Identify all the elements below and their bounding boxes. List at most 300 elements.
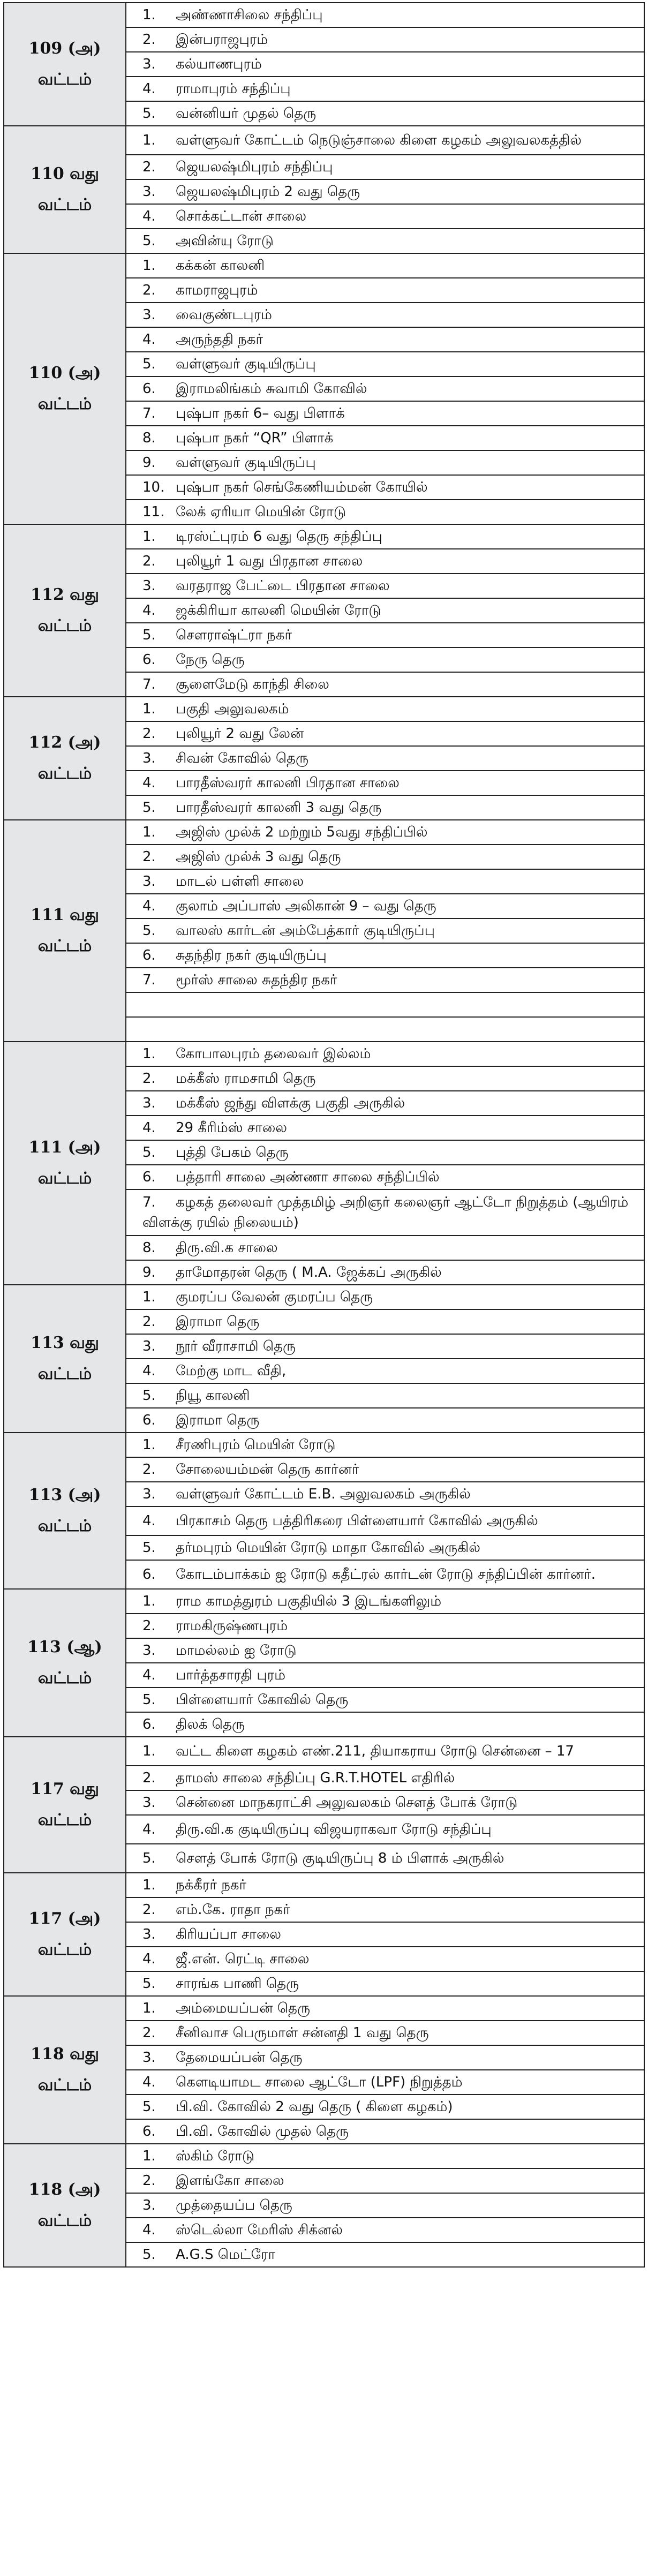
location-name: வட்ட கிளை கழகம் எண்.211, தியாகராய ரோடு சென்னை – 17 (176, 1743, 574, 1759)
item-number: 8. (142, 430, 156, 446)
location-item (126, 574, 644, 598)
ward-label-cell (4, 1285, 126, 1433)
item-number: 3. (142, 873, 156, 890)
item-number: 4. (142, 208, 156, 224)
location-item (126, 2242, 644, 2267)
location-name: வைகுண்டபுரம் (176, 307, 272, 323)
location-item (126, 795, 644, 820)
location-name: இராமா தெரு (176, 1412, 260, 1428)
item-number: 5. (142, 1692, 156, 1708)
location-name: 29 கீரிம்ஸ் சாலை (176, 1120, 287, 1136)
item-number: 6. (142, 1566, 156, 1583)
ward-label-cell (4, 820, 126, 1042)
item-number: 4. (142, 1951, 156, 1967)
item-number: 1. (142, 1877, 156, 1893)
location-name: கோடம்பாக்கம் ஐ ரோடு கதீட்ரல் கார்டன் ரோடு சந்திப்பின் கார்னர். (176, 1566, 596, 1583)
item-number: 3. (142, 2050, 156, 2066)
item-number: 5. (142, 1976, 156, 1992)
item-number: 2. (142, 1314, 156, 1330)
item-number: 6. (142, 1716, 156, 1733)
item-number: 2. (142, 553, 156, 569)
location-item (126, 869, 644, 894)
location-item (126, 500, 644, 524)
location-item (126, 1189, 644, 1236)
item-number: 5. (142, 627, 156, 643)
location-item (126, 1507, 644, 1535)
location-name: வள்ளுவர் கோட்டம் E.B. அலுவலகம் அருகில் (176, 1486, 471, 1502)
item-number: 2. (142, 159, 156, 175)
location-item (126, 1482, 644, 1507)
location-name: சூளைமேடு காந்தி சிலை (176, 676, 329, 692)
item-number: 4. (142, 2222, 156, 2238)
location-name: சீரணிபுரம் மெயின் ரோடு (176, 1437, 336, 1453)
location-name: பாரதீஸ்வரர் காலனி பிரதான சாலை (176, 775, 400, 791)
ward-label-cell (4, 1996, 126, 2144)
ward-suffix: வட்டம் (37, 1940, 92, 1959)
location-item (126, 2070, 644, 2095)
item-number: 5. (142, 356, 156, 372)
location-item (126, 2119, 644, 2144)
location-name: புஷ்பா நகர் 6– வது பிளாக் (176, 405, 345, 421)
ward-label-cell (4, 3, 126, 126)
ward-number: 110 (அ) (28, 364, 101, 382)
table-row (4, 1737, 644, 1766)
location-item (126, 126, 644, 155)
ward-number: 113 (ஆ) (27, 1638, 102, 1656)
location-name: சௌத் போக் ரோடு குடியிருப்பு 8 ம் பிளாக் அருகில் (176, 1850, 504, 1866)
item-number: 7. (142, 972, 156, 988)
location-name: மக்கீஸ் ராமசாமி தெரு (176, 1071, 316, 1087)
location-name: முத்தையப்ப தெரு (176, 2197, 292, 2213)
ward-label-cell (4, 1589, 126, 1737)
location-item (126, 1737, 644, 1766)
location-name: வாலஸ் கார்டன் அம்பேத்கார் குடியிருப்பு (176, 923, 435, 939)
ward-suffix: வட்டம் (37, 1669, 92, 1688)
location-item (126, 179, 644, 204)
location-item (126, 204, 644, 229)
location-item (126, 1873, 644, 1897)
item-number: 6. (142, 381, 156, 397)
location-item (126, 1996, 644, 2021)
location-item (126, 647, 644, 672)
table-row (4, 1996, 644, 2021)
item-number: 3. (142, 1338, 156, 1354)
item-number: 10. (142, 479, 165, 495)
ward-label-cell (4, 1737, 126, 1873)
ward-suffix: வட்டம் (37, 1365, 92, 1383)
location-name: அம்மையப்பன் தெரு (176, 2000, 311, 2016)
location-name: கிரியப்பா சாலை (176, 1926, 282, 1942)
ward-label-cell (4, 1042, 126, 1285)
ward-suffix: வட்டம் (37, 1169, 92, 1188)
table-row (4, 126, 644, 155)
location-item (126, 1535, 644, 1560)
location-item (126, 2045, 644, 2070)
location-item (126, 278, 644, 303)
location-name: கல்யாணபுரம் (176, 56, 262, 72)
item-number: 4. (142, 81, 156, 97)
location-name: A.G.S மெட்ரோ (176, 2247, 276, 2263)
location-item (126, 2218, 644, 2242)
location-item (126, 1260, 644, 1285)
location-item (126, 598, 644, 623)
table-row (4, 3, 644, 27)
location-name: வன்னியர் முதல் தெரு (176, 106, 317, 122)
ward-label-cell (4, 697, 126, 820)
location-name: மாமல்லம் ஐ ரோடு (176, 1643, 297, 1659)
ward-label-cell (4, 253, 126, 524)
item-number: 2. (142, 1902, 156, 1918)
location-item (126, 376, 644, 401)
item-number: 6. (142, 1412, 156, 1428)
location-name: திரு.வி.க சாலை (176, 1240, 278, 1256)
empty-cell (126, 1017, 644, 1042)
item-number: 1. (142, 2148, 156, 2164)
location-item (126, 1042, 644, 1066)
table-row (4, 1285, 644, 1309)
location-name: சிவன் கோவில் தெரு (176, 750, 309, 766)
item-number: 3. (142, 1926, 156, 1942)
location-item (126, 27, 644, 52)
location-name: புஷ்பா நகர் “QR” பிளாக் (176, 430, 334, 446)
location-name: மேற்கு மாட வீதி, (176, 1363, 287, 1379)
location-name: அஜிஸ் முல்க் 2 மற்றும் 5வது சந்திப்பில் (176, 824, 428, 840)
location-item (126, 746, 644, 771)
location-name: ஸ்டெல்லா மேரிஸ் சிக்னல் (176, 2222, 343, 2238)
item-number: 1. (142, 824, 156, 840)
item-number: 4. (142, 1821, 156, 1837)
ward-number: 112 (அ) (28, 733, 101, 752)
item-number: 5. (142, 2099, 156, 2115)
location-item (126, 820, 644, 845)
item-number: 3. (142, 1795, 156, 1811)
location-item (126, 1091, 644, 1116)
item-number: 3. (142, 184, 156, 200)
ward-number: 118 வது (31, 2045, 99, 2063)
item-number: 1. (142, 7, 156, 23)
ward-number: 111 வது (31, 906, 99, 924)
location-item (126, 253, 644, 278)
location-name: குலாம் அப்பாஸ் அலிகான் 9 – வது தெரு (176, 898, 436, 914)
location-name: ராமாபுரம் சந்திப்பு (176, 81, 291, 97)
item-number: 9. (142, 455, 156, 471)
location-name: பிள்ளையார் கோவில் தெரு (176, 1692, 349, 1708)
location-name: வள்ளுவர் குடியிருப்பு (176, 455, 316, 471)
ward-suffix: வட்டம் (37, 2211, 92, 2230)
location-item (126, 101, 644, 126)
location-item (126, 2095, 644, 2119)
location-name: ராமகிருஷ்ணபுரம் (176, 1618, 288, 1634)
location-item (126, 1589, 644, 1614)
location-name: இராமலிங்கம் சுவாமி கோவில் (176, 381, 367, 397)
location-name: நேரு தெரு (176, 652, 245, 668)
location-item (126, 1790, 644, 1815)
location-name: பார்த்தசாரதி புரம் (176, 1667, 286, 1683)
location-name: நக்கீரர் நகர் (176, 1877, 247, 1893)
location-name: காமராஜபுரம் (176, 282, 258, 298)
location-item (126, 918, 644, 943)
location-name: லேக் ஏரியா மெயின் ரோடு (176, 504, 346, 520)
location-name: பி.வி. கோவில் முதல் தெரு (176, 2123, 349, 2140)
item-number: 1. (142, 1289, 156, 1305)
location-item (126, 1663, 644, 1688)
item-number: 2. (142, 726, 156, 742)
location-item (126, 229, 644, 253)
location-name: திரு.வி.க குடியிருப்பு விஜயராகவா ரோடு சந்திப்பு (176, 1821, 492, 1837)
location-name: புலியூர் 1 வது பிரதான சாலை (176, 553, 363, 569)
ward-number: 113 வது (31, 1334, 99, 1352)
location-name: தாமஸ் சாலை சந்திப்பு G.R.T.HOTEL எதிரில் (176, 1770, 455, 1786)
ward-suffix: வட்டம் (37, 195, 92, 214)
item-number: 1. (142, 1437, 156, 1453)
ward-suffix: வட்டம் (37, 1517, 92, 1535)
item-number: 3. (142, 750, 156, 766)
item-number: 2. (142, 1618, 156, 1634)
location-item (126, 1066, 644, 1091)
item-number: 5. (142, 2247, 156, 2263)
item-number: 3. (142, 1643, 156, 1659)
ward-suffix: வட்டம் (37, 764, 92, 783)
ward-number: 113 (அ) (28, 1486, 101, 1504)
location-item (126, 943, 644, 968)
ward-number: 112 வது (31, 585, 99, 604)
item-number: 7. (142, 405, 156, 421)
location-name: ஜீ.என். ரெட்டி சாலை (176, 1951, 310, 1967)
location-name: தாமோதரன் தெரு ( M.A. ஜேக்கப் அருகில் (176, 1264, 442, 1281)
location-name: சோலையம்மன் தெரு கார்னர் (176, 1462, 359, 1478)
item-number: 3. (142, 307, 156, 323)
location-item (126, 1638, 644, 1663)
ward-label-cell (4, 1873, 126, 1996)
ward-suffix: வட்டம் (37, 70, 92, 89)
location-name: சொக்கட்டான் சாலை (176, 208, 307, 224)
ward-suffix: வட்டம் (37, 616, 92, 635)
location-item (126, 549, 644, 574)
table-row (4, 1433, 644, 1457)
empty-cell (126, 992, 644, 1017)
location-item (126, 2193, 644, 2218)
ward-label-cell (4, 524, 126, 697)
location-item (126, 845, 644, 869)
location-item (126, 1844, 644, 1873)
item-number: 3. (142, 1095, 156, 1111)
item-number: 5. (142, 1850, 156, 1866)
location-name: நியூ காலனி (176, 1388, 250, 1404)
location-item (126, 2021, 644, 2045)
ward-suffix: வட்டம் (37, 937, 92, 955)
location-name: மாடல் பள்ளி சாலை (176, 873, 304, 890)
location-name: மக்கீஸ் ஜந்து விளக்கு பகுதி அருகில் (176, 1095, 405, 1111)
location-item (126, 401, 644, 426)
location-name: கௌடியாமட சாலை ஆட்டோ (LPF) நிறுத்தம் (176, 2074, 463, 2090)
location-name: புத்தி பேகம் தெரு (176, 1144, 289, 1161)
location-item (126, 1433, 644, 1457)
location-item (126, 1688, 644, 1712)
location-item (126, 771, 644, 795)
location-name: ஜக்கிரியா காலனி மெயின் ரோடு (176, 602, 381, 619)
item-number: 2. (142, 1770, 156, 1786)
ward-label-cell (4, 1433, 126, 1589)
item-number: 4. (142, 332, 156, 348)
item-number: 6. (142, 2123, 156, 2140)
item-number: 11. (142, 504, 165, 520)
location-name: அண்ணாசிலை சந்திப்பு (176, 7, 323, 23)
location-name: கோபாலபுரம் தலைவர் இல்லம் (176, 1046, 371, 1062)
location-name: ஸ்கிம் ரோடு (176, 2148, 255, 2164)
ward-number: 117 வது (31, 1780, 99, 1798)
location-item (126, 77, 644, 101)
location-item (126, 1560, 644, 1589)
location-item (126, 1766, 644, 1790)
location-name: நூர் வீராசாமி தெரு (176, 1338, 296, 1354)
item-number: 5. (142, 1540, 156, 1556)
location-item (126, 155, 644, 179)
item-number: 2. (142, 282, 156, 298)
location-name: வள்ளுவர் குடியிருப்பு (176, 356, 316, 372)
location-item (126, 1947, 644, 1971)
location-item (126, 1614, 644, 1638)
item-number: 2. (142, 1071, 156, 1087)
item-number: 2. (142, 1462, 156, 1478)
item-number: 2. (142, 2025, 156, 2041)
item-number: 4. (142, 1667, 156, 1683)
item-number: 5. (142, 923, 156, 939)
location-name: வள்ளுவர் கோட்டம் நெடுஞ்சாலை கிளை கழகம் அலுவலகத்தில் (176, 132, 582, 148)
item-number: 4. (142, 898, 156, 914)
location-item (126, 1971, 644, 1996)
location-name: சௌராஷ்ட்ரா நகர் (176, 627, 292, 643)
ward-suffix: வட்டம் (37, 1811, 92, 1829)
item-number: 1. (142, 132, 156, 148)
location-name: தேமையப்பன் தெரு (176, 2050, 303, 2066)
item-number: 4. (142, 1513, 156, 1529)
location-item (126, 1165, 644, 1189)
item-number: 7. (142, 1194, 156, 1210)
location-name: திலக் தெரு (176, 1716, 245, 1733)
item-number: 6. (142, 652, 156, 668)
item-number: 1. (142, 701, 156, 717)
location-name: புலியூர் 2 வது லேன் (176, 726, 304, 742)
location-name: இராமா தெரு (176, 1314, 260, 1330)
location-name: புஷ்பா நகர் செங்கேணியம்மன் கோயில் (176, 479, 428, 495)
table-row (4, 524, 644, 549)
location-item (126, 968, 644, 992)
location-item (126, 2168, 644, 2193)
location-item (126, 1359, 644, 1383)
item-number: 1. (142, 1593, 156, 1609)
item-number: 5. (142, 106, 156, 122)
item-number: 5. (142, 800, 156, 816)
item-number: 4. (142, 602, 156, 619)
location-item (126, 2144, 644, 2168)
item-number: 3. (142, 578, 156, 594)
location-item (126, 426, 644, 450)
location-name: ஜெயலஷ்மிபுரம் 2 வது தெரு (176, 184, 360, 200)
location-item (126, 450, 644, 475)
ward-locations-body (4, 3, 644, 2267)
item-number: 2. (142, 32, 156, 48)
table-row (4, 697, 644, 721)
ward-number: 111 (அ) (28, 1138, 101, 1157)
ward-number: 110 வது (31, 164, 99, 183)
location-name: சென்னை மாநகராட்சி அலுவலகம் சௌத் போக் ரோடு (176, 1795, 518, 1811)
ward-locations-table (3, 2, 645, 2268)
item-number: 5. (142, 1388, 156, 1404)
location-name: அருந்ததி நகர் (176, 332, 263, 348)
location-item (126, 1815, 644, 1844)
location-item (126, 475, 644, 500)
table-row (4, 1589, 644, 1614)
location-name: பி.வி. கோவில் 2 வது தெரு ( கிளை கழகம்) (176, 2099, 453, 2115)
item-number: 5. (142, 233, 156, 249)
location-name: பத்தாரி சாலை அண்ணா சாலை சந்திப்பில் (176, 1169, 440, 1185)
location-name: அஜிஸ் முல்க் 3 வது தெரு (176, 849, 341, 865)
location-item (126, 1140, 644, 1165)
location-name: ஜெயலஷ்மிபுரம் சந்திப்பு (176, 159, 333, 175)
item-number: 4. (142, 775, 156, 791)
item-number: 1. (142, 1046, 156, 1062)
item-number: 1. (142, 1743, 156, 1759)
location-item (126, 327, 644, 352)
location-name: மூர்ஸ் சாலை சுதந்திர நகர் (176, 972, 337, 988)
location-item (126, 697, 644, 721)
location-item (126, 894, 644, 918)
location-item (126, 524, 644, 549)
location-name: பகுதி அலுவலகம் (176, 701, 289, 717)
item-number: 8. (142, 1240, 156, 1256)
location-name: தர்மபுரம் மெயின் ரோடு மாதா கோவில் அருகில் (176, 1540, 480, 1556)
location-item (126, 1383, 644, 1408)
location-item (126, 1922, 644, 1947)
location-item (126, 303, 644, 327)
location-item (126, 721, 644, 746)
item-number: 1. (142, 258, 156, 274)
location-item (126, 1285, 644, 1309)
location-name: கழகத் தலைவர் முத்தமிழ் அறிஞர் கலைஞர் ஆட்டோ நிறுத்தம் (ஆயிரம் விளக்கு ரயில் நிலையம்) (142, 1194, 629, 1231)
item-number: 3. (142, 2197, 156, 2213)
item-number: 4. (142, 1363, 156, 1379)
item-number: 2. (142, 849, 156, 865)
location-name: குமரப்ப வேலன் குமரப்ப தெரு (176, 1289, 373, 1305)
item-number: 7. (142, 676, 156, 692)
item-number: 4. (142, 2074, 156, 2090)
location-name: இன்பராஜபுரம் (176, 32, 268, 48)
item-number: 5. (142, 1144, 156, 1161)
location-name: ராம காமத்துரம் பகுதியில் 3 இடங்களிலும் (176, 1593, 442, 1609)
location-item (126, 1712, 644, 1737)
ward-number: 109 (அ) (28, 39, 101, 58)
location-name: எம்.கே. ராதா நகர் (176, 1902, 290, 1918)
item-number: 1. (142, 2000, 156, 2016)
location-name: பிரகாசம் தெரு பத்திரிகரை பிள்ளையார் கோவில் அருகில் (176, 1513, 538, 1529)
location-name: சீனிவாச பெருமாள் சன்னதி 1 வது தெரு (176, 2025, 429, 2041)
location-item (126, 1309, 644, 1334)
item-number: 4. (142, 1120, 156, 1136)
item-number: 1. (142, 529, 156, 545)
location-item (126, 623, 644, 647)
location-item (126, 672, 644, 697)
location-name: கக்கன் காலனி (176, 258, 265, 274)
table-row (4, 1042, 644, 1066)
location-item (126, 1408, 644, 1433)
item-number: 9. (142, 1264, 156, 1281)
location-name: சுதந்திர நகர் குடியிருப்பு (176, 947, 327, 963)
ward-label-cell (4, 126, 126, 253)
ward-number: 117 (அ) (28, 1909, 101, 1928)
table-row (4, 253, 644, 278)
ward-suffix: வட்டம் (37, 2076, 92, 2095)
location-item (126, 352, 644, 376)
